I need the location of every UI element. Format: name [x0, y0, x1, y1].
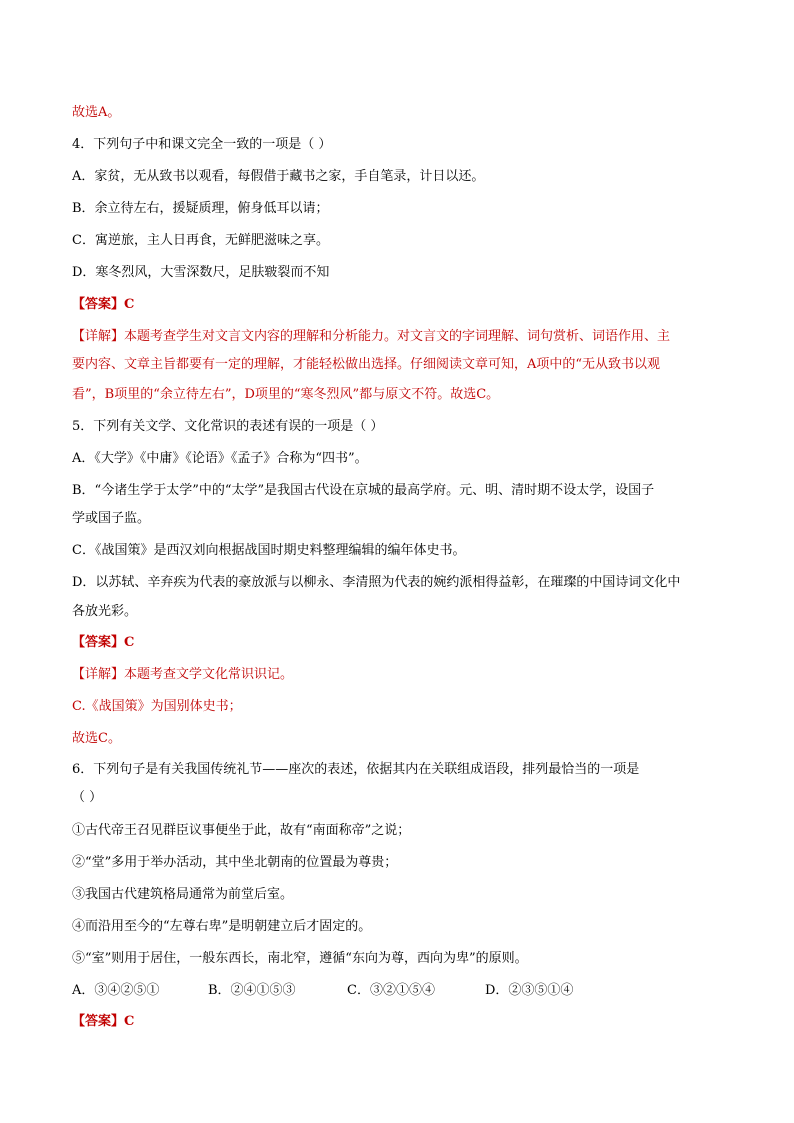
question-4-explanation-line-2: 要内容、文章主旨都要有一定的理解，才能轻松做出选择。仔细阅读文章可知，A项中的“无从致书以观: [72, 357, 661, 372]
question-6-option-c: C．③②①⑤④: [347, 983, 435, 998]
question-4-stem: 4．下列句子中和课文完全一致的一项是（ ）: [72, 137, 332, 152]
question-6-options-row: [72, 982, 573, 1000]
question-5-option-d-line-1: D．以苏轼、辛弃疾为代表的豪放派与以柳永、李清照为代表的婉约派相得益彰，在璀璨的中国诗词文化中: [72, 575, 681, 590]
question-6-answer: 【答案】C: [72, 1014, 135, 1029]
question-6-sentence-1: ①古代帝王召见群臣议事便坐于此，故有“南面称帝”之说；: [72, 823, 411, 838]
question-5-option-a: A．《大学》《中庸》《论语》《孟子》合称为“四书”。: [72, 451, 368, 466]
question-5-explanation: 【详解】本题考查文学文化常识识记。: [72, 667, 294, 682]
question-4-option-b: B．余立待左右，援疑质理，俯身低耳以请；: [72, 201, 329, 216]
question-5-stem: 5．下列有关文学、文化常识的表述有误的一项是（ ）: [72, 419, 384, 434]
question-4-option-c: C．寓逆旅，主人日再食，无鲜肥滋味之享。: [72, 233, 329, 248]
question-6-sentence-3: ③我国古代建筑格局通常为前堂后室。: [72, 887, 294, 902]
question-5-answer: 【答案】C: [72, 635, 135, 650]
question-6-sentence-5: ⑤“室”则用于居住，一般东西长，南北窄，遵循“东向为尊，西向为卑”的原则。: [72, 951, 528, 966]
question-5-option-b-line-1: B．“今诸生学于太学”中的“太学”是我国古代设在京城的最高学府。元、明、清时期不设太学，设国子: [72, 483, 655, 498]
question-4-answer: 【答案】C: [72, 297, 135, 312]
question-4-explanation-line-1: 【详解】本题考查学生对文言文内容的理解和分析能力。对文言文的字词理解、词句赏析、词语作用、主: [72, 329, 671, 344]
question-6-sentence-4: ④而沿用至今的“左尊右卑”是明朝建立后才固定的。: [72, 919, 372, 934]
question-5-option-d-line-2: 各放光彩。: [72, 604, 138, 619]
question-5-option-c: C．《战国策》是西汉刘向根据战国时期史料整理编辑的编年体史书。: [72, 543, 466, 558]
question-4-explanation-line-3: 看”，B项里的“余立待左右”，D项里的“寒冬烈风”都与原文不符。故选C。: [72, 387, 500, 402]
answer-conclusion-q3: 故选A。: [72, 105, 121, 120]
question-6-stem-line-2: （ ）: [72, 790, 103, 805]
question-5-conclusion: 故选C。: [72, 731, 121, 746]
question-6-option-b: B．②④①⑤③: [208, 983, 296, 998]
question-6-option-d: D．②③⑤①④: [485, 983, 574, 998]
question-4-option-a: A．家贫，无从致书以观看，每假借于藏书之家，手自笔录，计日以还。: [72, 169, 485, 184]
question-6-sentence-2: ②“堂”多用于举办活动，其中坐北朝南的位置最为尊贵；: [72, 855, 398, 870]
question-6-stem-line-1: 6．下列句子是有关我国传统礼节——座次的表述，依据其内在关联组成语段，排列最恰当的一项是: [72, 762, 640, 777]
question-6-option-a: A．③④②⑤①: [72, 983, 160, 998]
question-5-explanation-detail: C.《战国策》为国别体史书；: [72, 699, 242, 714]
question-5-option-b-line-2: 学或国子监。: [72, 511, 151, 526]
question-4-option-d: D．寒冬烈风，大雪深数尺，足肤皲裂而不知: [72, 265, 330, 280]
